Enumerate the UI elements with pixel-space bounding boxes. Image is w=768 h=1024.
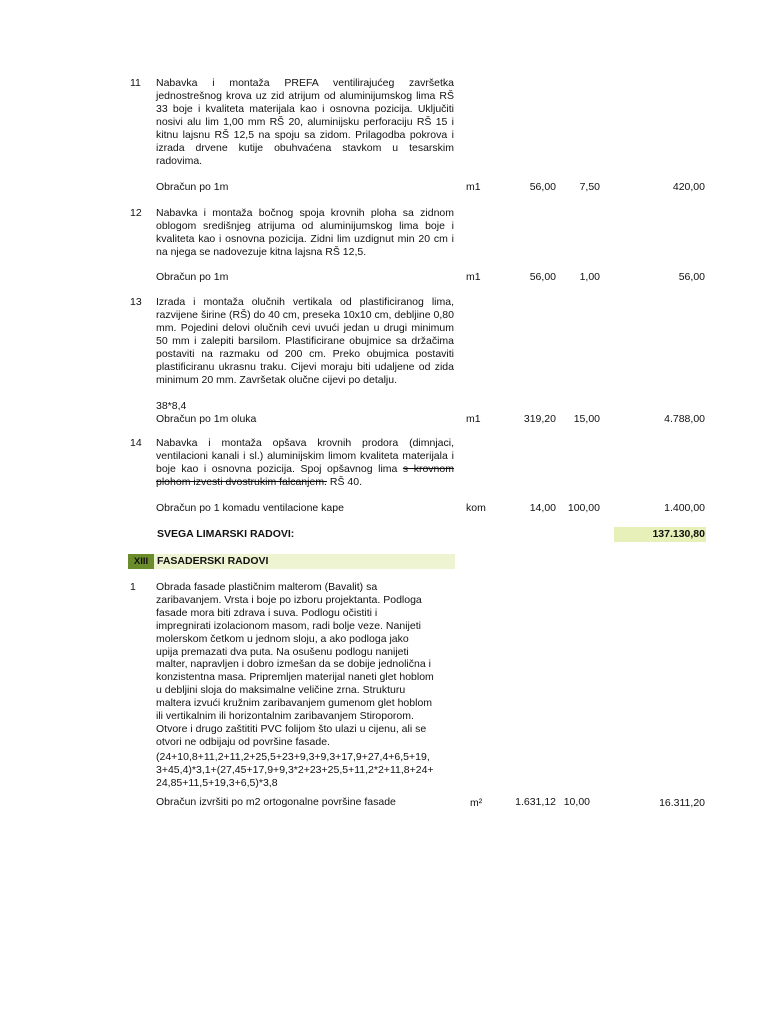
item-description: Nabavka i montaža PREFA ventilirajućeg završetka jednostrešnog krova uz zid atrijum od aluminijumskog lima RŠ 33 boje i kvaliteta materijala kao i osnovna pozicija. Uključiti nosivi alu lim 1,00 mm RŠ 20, aluminijsku perforaciju RŠ 15 i kitnu lajsnu RŠ 12,5 na spoju sa zidom. Prilagodba pokrova i izrada drvene kutije obuhvaćena stavkom u tesarskim radovima. [156,77,454,167]
unit-price: 1,00 [579,271,600,283]
summary-total: 137.130,80 [652,528,705,540]
calc-label: Obračun izvršiti po m2 ortogonalne površine fasade [156,796,396,808]
summary-label: SVEGA LIMARSKI RADOVI: [157,528,295,540]
item-number: 12 [130,207,142,219]
item-number: 14 [130,437,142,449]
unit: m1 [466,271,481,283]
unit: m² [470,797,483,809]
quantity: 1.631,12 [515,796,556,808]
unit: m1 [466,413,481,425]
item-number: 13 [130,296,142,308]
unit-price: 15,00 [573,413,600,425]
section-number: XIII [128,554,154,569]
unit-price: 7,50 [579,181,600,193]
item-number: 1 [130,581,136,593]
line-total: 16.311,20 [659,797,705,809]
quantity: 14,00 [529,502,556,514]
quantity: 319,20 [523,413,556,425]
line-total: 420,00 [672,181,705,193]
quantity-formula: 38*8,4 [156,400,187,412]
unit: kom [466,502,486,514]
line-total: 1.400,00 [664,502,705,514]
quantity-formula: (24+10,8+11,2+11,2+25,5+23+9,3+9,3+17,9+27,4+6,5+19, 3+45,4)*3,1+(27,45+17,9+9,3*2+23+25,5+11,2*2+11,8+24+ 24,85+11,5+19,3+6,5)*3,8 [156,751,434,789]
item-description: Nabavka i montaža bočnog spoja krovnih ploha sa zidnom oblogom središnjeg atrijuma od aluminijumskog lima boje i kvaliteta kao i osnovna pozicija. Zidni lim uzdignut min 20 cm i na njega se nadovezuje kitna lajsna RŠ 12,5. [156,207,454,258]
calc-label: Obračun po 1 komadu ventilacione kape [156,502,344,514]
section-title: FASADERSKI RADOVI [157,555,269,567]
item-description: Izrada i montaža olučnih vertikala od plastificiranog lima, razvijene širine (RŠ) do 40 cm, preseka 10x10 cm, debljine 0,80 mm. Pojedini delovi olučnih cevi uvući jedan u drugi minimum 50 mm i zalepiti barsilom. Plastificirane obujmice sa držačima postaviti na razmaku od 200 cm. Preko obujmica postaviti plastificiranu ukrasnu traku. Cijevi moraju biti udaljene od zida minimum 20 mm. Završetak olučne cijevi po detalju. [156,296,454,386]
line-total: 56,00 [678,271,705,283]
calc-label: Obračun po 1m [156,271,229,283]
line-total: 4.788,00 [664,413,705,425]
item-description: Obrada fasade plastičnim malterom (Bavalit) sa zaribavanjem. Vrsta i boje po izboru projektanta. Podloga fasade mora biti zdrava i suva. Podlogu očistiti i impregnirati izolacionom masom, radi bolje veze. Nanijeti molerskom četkom u jednom sloju, a ako podloga jako upija premazati dva puta. Na osušenu podlogu nanijeti malter, napravljen i dobro izmešan da se dobije jednolična i konzistentna masa. Pripremljen materijal naneti glet hoblom u debljini sloja do maksimalne veličine zrna. Strukturu maltera izvući kružnim zaribavanjem gumenom glet hoblom ili vertikalnim ili horizontalnim zaribavanjem Stiroporom. Otvore i drugo zaštititi PVC folijom što ulazi u cijenu, ali se otvori ne odbijaju od površine fasade. [156,581,434,748]
struck-text: s krovnom plohom izvesti dvostrukim falcanjem. [156,463,454,488]
calc-label: Obračun po 1m oluka [156,413,257,425]
unit: m1 [466,181,481,193]
unit-price: 100,00 [567,502,600,514]
item-number: 11 [130,77,141,89]
calc-label: Obračun po 1m [156,181,229,193]
item-description: Nabavka i montaža opšava krovnih prodora (dimnjaci, ventilacioni kanali i sl.) aluminijskim limom kvaliteta materijala i boje kao i osnovna pozicija. Spoj opšavnog lima s krovnom plohom izvesti dvostrukim falcanjem. RŠ 40. [156,437,454,488]
quantity: 56,00 [529,181,556,193]
unit-price: 10,00 [563,796,590,808]
quantity: 56,00 [529,271,556,283]
